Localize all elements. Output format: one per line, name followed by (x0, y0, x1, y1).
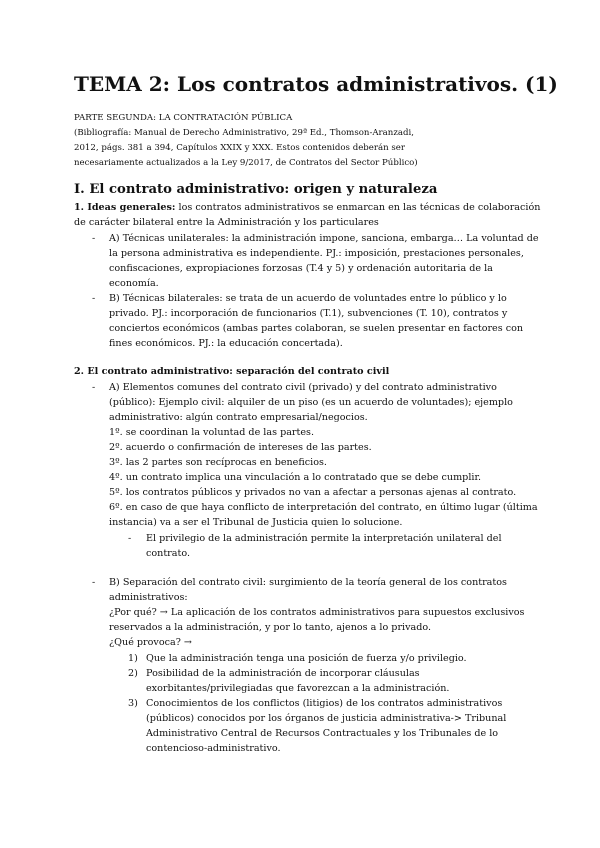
numbered-line: (públicos) conocidos por los órganos de justicia administrativa-> Tribunal (146, 713, 507, 724)
bullet-line: 5º. los contratos públicos y privados no van a afectar a personas ajenas al contrato. (109, 487, 517, 498)
numbered-line: Conocimientos de los conflictos (litigios) de los contratos administrativos (146, 698, 503, 709)
bibliography-line: necesariamente actualizados a la Ley 9/2017, de Contratos del Sector Público) (74, 158, 418, 168)
bullet-line: administrativo: algún contrato empresarial/negocios. (109, 412, 368, 423)
bullet-line: privado. PJ.: incorporación de funcionarios (T.1), subvenciones (T. 10), contratos y (109, 308, 508, 319)
bullet-line: fines económicos. PJ.: la educación concertada). (109, 338, 343, 349)
part-label: PARTE SEGUNDA: LA CONTRATACIÓN PÚBLICA (74, 113, 293, 123)
section-2-heading: 2. El contrato administrativo: separación del contrato civil (74, 366, 390, 377)
dash-bullet: - (92, 233, 96, 244)
dash-bullet: - (128, 533, 132, 544)
bullet-line: B) Técnicas bilaterales: se trata de un acuerdo de voluntades entre lo público y lo (109, 293, 507, 304)
ideas-generales-label: 1. Ideas generales: (74, 202, 176, 213)
paragraph-line (74, 202, 540, 213)
list-number: 3) (128, 698, 138, 709)
page-title: TEMA 2: Los contratos administrativos. (1) (74, 72, 558, 96)
subbullet-line: contrato. (146, 548, 191, 559)
bullet-line: (público): Ejemplo civil: alquiler de un piso (es un acuerdo de voluntades); ejemplo (109, 397, 513, 408)
list-number: 2) (128, 668, 138, 679)
paragraph-text: los contratos administrativos se enmarcan en las técnicas de colaboración (175, 202, 541, 213)
bullet-line: ¿Qué provoca? → (109, 637, 192, 648)
section-1-heading: I. El contrato administrativo: origen y naturaleza (74, 182, 438, 197)
bullet-line: reservados a la administración, y por lo tanto, ajenos a lo privado. (109, 622, 432, 633)
bullet-line: confiscaciones, expropiaciones forzosas (T.4 y 5) y ordenación autoritaria de la (109, 263, 493, 274)
dash-bullet: - (92, 293, 96, 304)
bullet-line: 6º. en caso de que haya conflicto de interpretación del contrato, en último lugar (última (109, 502, 538, 513)
bullet-line: administrativos: (109, 592, 188, 603)
dash-bullet: - (92, 577, 96, 588)
numbered-line: Posibilidad de la administración de incorporar cláusulas (146, 668, 420, 679)
bullet-line: 2º. acuerdo o confirmación de intereses de las partes. (109, 442, 372, 453)
numbered-line: contencioso-administrativo. (146, 743, 281, 754)
bullet-line: economía. (109, 278, 159, 289)
bullet-line: A) Técnicas unilaterales: la administración impone, sanciona, embarga… La voluntad de (109, 233, 539, 244)
numbered-line: Que la administración tenga una posición de fuerza y/o privilegio. (146, 653, 467, 664)
bullet-line: instancia) va a ser el Tribunal de Justicia quien lo solucione. (109, 517, 403, 528)
bullet-line: B) Separación del contrato civil: surgimiento de la teoría general de los contratos (109, 577, 507, 588)
subbullet-line: El privilegio de la administración permite la interpretación unilateral del (146, 533, 502, 544)
bullet-line: conciertos económicos (ambas partes colaboran, se suelen presentar en factores con (109, 323, 524, 334)
bibliography-line: (Bibliografía: Manual de Derecho Administrativo, 29ª Ed., Thomson-Aranzadi, (74, 128, 414, 138)
bullet-line: 4º. un contrato implica una vinculación a lo contratado que se debe cumplir. (109, 472, 482, 483)
bullet-line: la persona administrativa es independiente. PJ.: imposición, prestaciones personales, (109, 248, 524, 259)
bullet-line: 1º. se coordinan la voluntad de las partes. (109, 427, 315, 438)
bullet-line: A) Elementos comunes del contrato civil (privado) y del contrato administrativo (109, 382, 497, 393)
bullet-line: 3º. las 2 partes son recíprocas en beneficios. (109, 457, 327, 468)
bullet-line: ¿Por qué? → La aplicación de los contratos administrativos para supuestos exclusivos (109, 607, 525, 618)
list-number: 1) (128, 653, 138, 664)
numbered-line: exorbitantes/privilegiadas que favorezcan a la administración. (146, 683, 450, 694)
dash-bullet: - (92, 382, 96, 393)
paragraph-line: de carácter bilateral entre la Administración y los particulares (74, 217, 379, 228)
numbered-line: Administrativo Central de Recursos Contractuales y los Tribunales de lo (146, 728, 499, 739)
bibliography-line: 2012, págs. 381 a 394, Capítulos XXIX y XXX. Estos contenidos deberán ser (74, 143, 405, 153)
